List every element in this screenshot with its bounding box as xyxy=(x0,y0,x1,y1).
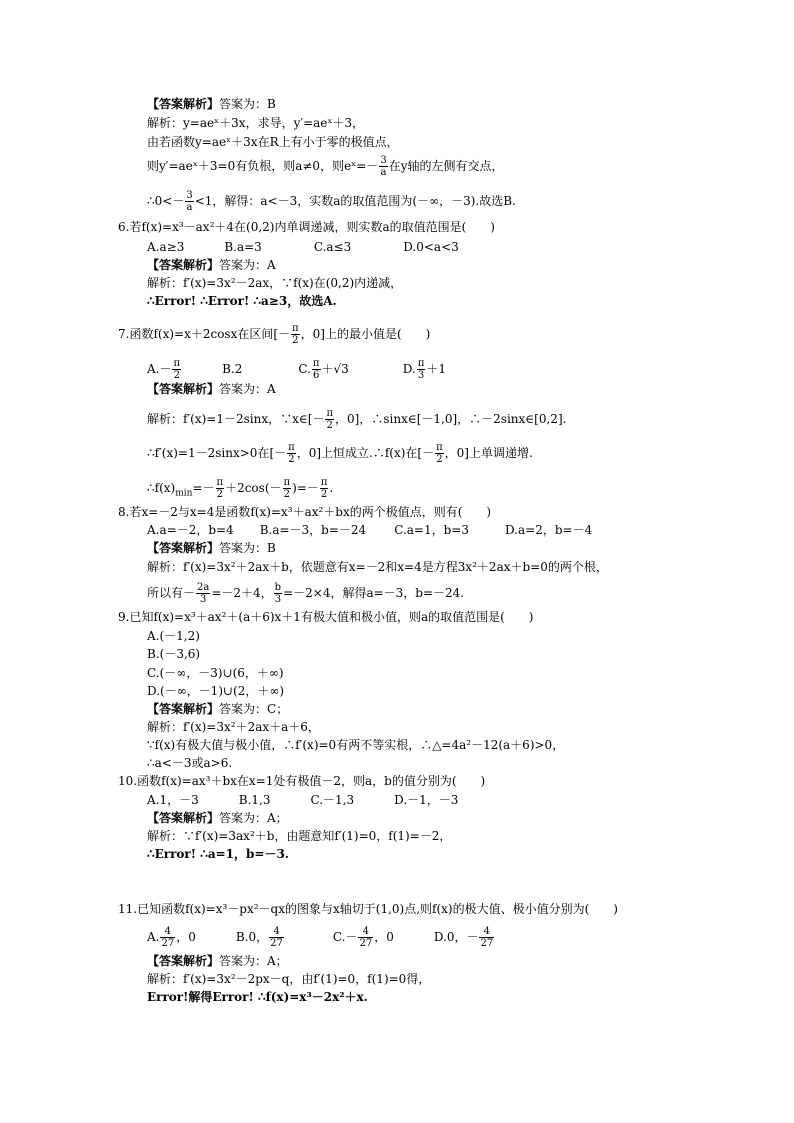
option-c: C.a≤3 xyxy=(313,240,352,254)
q9-option-a: A.(－1,2) xyxy=(147,629,200,643)
q8-options xyxy=(147,523,626,538)
q9-option-d: D.(－∞，－1)∪(2，＋∞) xyxy=(147,684,285,698)
answer-label: 【答案解析】 xyxy=(147,258,220,272)
q6-stem: 6.若f(x)=x³－ax²＋4在(0,2)内单调递减，则实数a的取值范围是( ) xyxy=(118,220,495,234)
q9-analysis-1: 解析：f′(x)=3x²＋2ax＋a＋6， xyxy=(147,720,320,734)
q6-options xyxy=(147,240,493,255)
answer-text: 答案为：A； xyxy=(219,811,288,825)
q11-analysis-2: Error!解得Error! ∴f(x)=x³－2x²＋x. xyxy=(147,990,368,1004)
option-b: B.1,3 xyxy=(238,793,271,807)
answer-label: 【答案解析】 xyxy=(147,382,220,396)
q9-option-b: B.(－3,6) xyxy=(147,647,201,661)
answer-text: 答案为：C； xyxy=(219,702,289,716)
answer-text: 答案为：B xyxy=(219,97,276,111)
q8-stem: 8.若x=－2与x=4是函数f(x)=x³＋ax²＋bx的两个极值点，则有( ) xyxy=(118,505,492,519)
option-d: D.0，－ $\frac{4}{27}$ xyxy=(433,926,494,949)
q5-analysis-4: ∴0<－ $\frac{3}{a}$ <1，解得：a<－3，实数a的取值范围为(－∞，－3).故选B. xyxy=(147,190,516,213)
option-c: C.－1,3 xyxy=(310,793,355,807)
answer-text: 答案为：A xyxy=(219,382,276,396)
option-b: B.2 xyxy=(222,362,243,376)
q8-analysis-2: 所以有－ $\frac{2a}{3}$ =－2＋4， $\frac{b}{3}$ =－2×4，解得a=－3，b=－24. xyxy=(147,582,465,605)
q11-stem: 11.已知函数f(x)=x³－px²－qx的图象与x轴切于(1,0)点,则f(x)的极大值、极小值分别为( ) xyxy=(118,902,618,916)
q9-answer-line xyxy=(147,702,288,717)
q9-option-c: C.(－∞，－3)∪(6，＋∞) xyxy=(147,666,284,680)
q5-answer-line xyxy=(147,97,276,112)
q10-options xyxy=(147,793,492,808)
answer-label: 【答案解析】 xyxy=(147,811,220,825)
q7-answer-line xyxy=(147,382,276,397)
answer-text: 答案为：A xyxy=(219,258,276,272)
option-c: C. $\frac{\pi}{6}$ ＋√3 xyxy=(298,358,349,381)
q7-analysis-2: ∴f′(x)=1－2sinx>0在[－ $\frac{\pi}{2}$ ，0]上恒成立.∴f(x)在[－ $\frac{\pi}{2}$ ，0]上单调递增. xyxy=(147,442,533,465)
q5-analysis-3: 则y′=aeˣ＋3=0有负根，则a≠0，则eˣ=－ $\frac{3}{a}$ 在y轴的左侧有交点， xyxy=(147,155,504,178)
q11-analysis-1: 解析：f′(x)=3x²－2px－q，由f′(1)=0，f(1)=0得， xyxy=(147,972,431,986)
fraction: $\frac{3}{a}$ xyxy=(186,190,193,213)
option-a: A.a≥3 xyxy=(147,240,185,254)
option-a: A.1，－3 xyxy=(147,793,199,807)
option-d: D. $\frac{\pi}{3}$ ＋1 xyxy=(402,358,447,381)
option-a: A.a=－2，b=4 xyxy=(147,523,234,537)
q9-analysis-2: ∵f(x)有极大值与极小值，∴f′(x)=0有两不等实根，∴△=4a²－12(a＋6)>0， xyxy=(147,738,565,752)
fraction: $\frac{3}{a}$ xyxy=(380,155,387,178)
option-d: D.－1，－3 xyxy=(394,793,459,807)
answer-label: 【答案解析】 xyxy=(147,702,220,716)
option-c: C.a=1，b=3 xyxy=(394,523,469,537)
q11-options xyxy=(147,926,529,949)
q10-answer-line xyxy=(147,811,288,826)
q9-stem: 9.已知f(x)=x³＋ax²＋(a＋6)x＋1有极大值和极小值，则a的取值范围是( ) xyxy=(118,610,534,624)
option-b: B.0， $\frac{4}{27}$ xyxy=(235,926,283,949)
q6-analysis-1: 解析：f′(x)=3x²－2ax，∵f(x)在(0,2)内递减， xyxy=(147,276,403,290)
q10-stem: 10.函数f(x)=ax³＋bx在x=1处有极值－2，则a，b的值分别为( ) xyxy=(118,774,486,788)
q7-stem: 7.函数f(x)=x＋2cosx在区间[－ $\frac{\pi}{2}$ ，0]上的最小值是( ) xyxy=(118,323,431,346)
option-d: D.a=2，b=－4 xyxy=(504,523,593,537)
answer-label: 【答案解析】 xyxy=(147,97,220,111)
answer-label: 【答案解析】 xyxy=(147,954,220,968)
q9-analysis-3: ∴a<－3或a>6. xyxy=(147,756,233,770)
q8-analysis-1: 解析：f′(x)=3x²＋2ax＋b，依题意有x=－2和x=4是方程3x²＋2ax＋b=0的两个根， xyxy=(147,560,608,574)
q10-analysis-1: 解析：∵f′(x)=3ax²＋b，由题意知f′(1)=0，f(1)=－2， xyxy=(147,829,452,843)
q11-answer-line xyxy=(147,954,288,969)
q10-analysis-2: ∴Error! ∴a=1，b=－3. xyxy=(147,847,289,861)
q7-analysis-3: $\therefore f(x)_{min}=-$ $\frac{\pi}{2}$ ＋2cos(－ $\frac{\pi}{2}$ )=－ $\frac{\pi}{2}$ . xyxy=(147,477,334,500)
q6-analysis-2: ∴Error! ∴Error! ∴a≥3，故选A. xyxy=(147,294,337,308)
q7-analysis-1: 解析：f′(x)=1－2sinx，∵x∈[－ $\frac{\pi}{2}$ ，0]，∴sinx∈[－1,0]，∴－2sinx∈[0,2]. xyxy=(147,408,567,431)
option-b: B.a=3 xyxy=(224,240,262,254)
q7-options xyxy=(147,358,480,381)
fraction: $\frac{\pi}{2}$ xyxy=(292,323,299,346)
answer-text: 答案为：B xyxy=(219,541,276,555)
answer-label: 【答案解析】 xyxy=(147,541,220,555)
answer-text: 答案为：A； xyxy=(219,954,288,968)
q5-analysis-1: 解析：y=aeˣ＋3x，求导，y′=aeˣ＋3， xyxy=(147,116,365,130)
option-a: A. $\frac{4}{27}$ ，0 xyxy=(147,926,196,949)
q5-analysis-2: 由若函数y=aeˣ＋3x在R上有小于零的极值点， xyxy=(147,135,399,149)
option-c: C.－ $\frac{4}{27}$ ，0 xyxy=(332,926,394,949)
option-a: A.－ $\frac{\pi}{2}$ xyxy=(147,358,181,381)
q6-answer-line xyxy=(147,258,276,273)
option-b: B.a=－3，b=－24 xyxy=(259,523,367,537)
option-d: D.0<a<3 xyxy=(403,240,459,254)
q8-answer-line xyxy=(147,541,276,556)
